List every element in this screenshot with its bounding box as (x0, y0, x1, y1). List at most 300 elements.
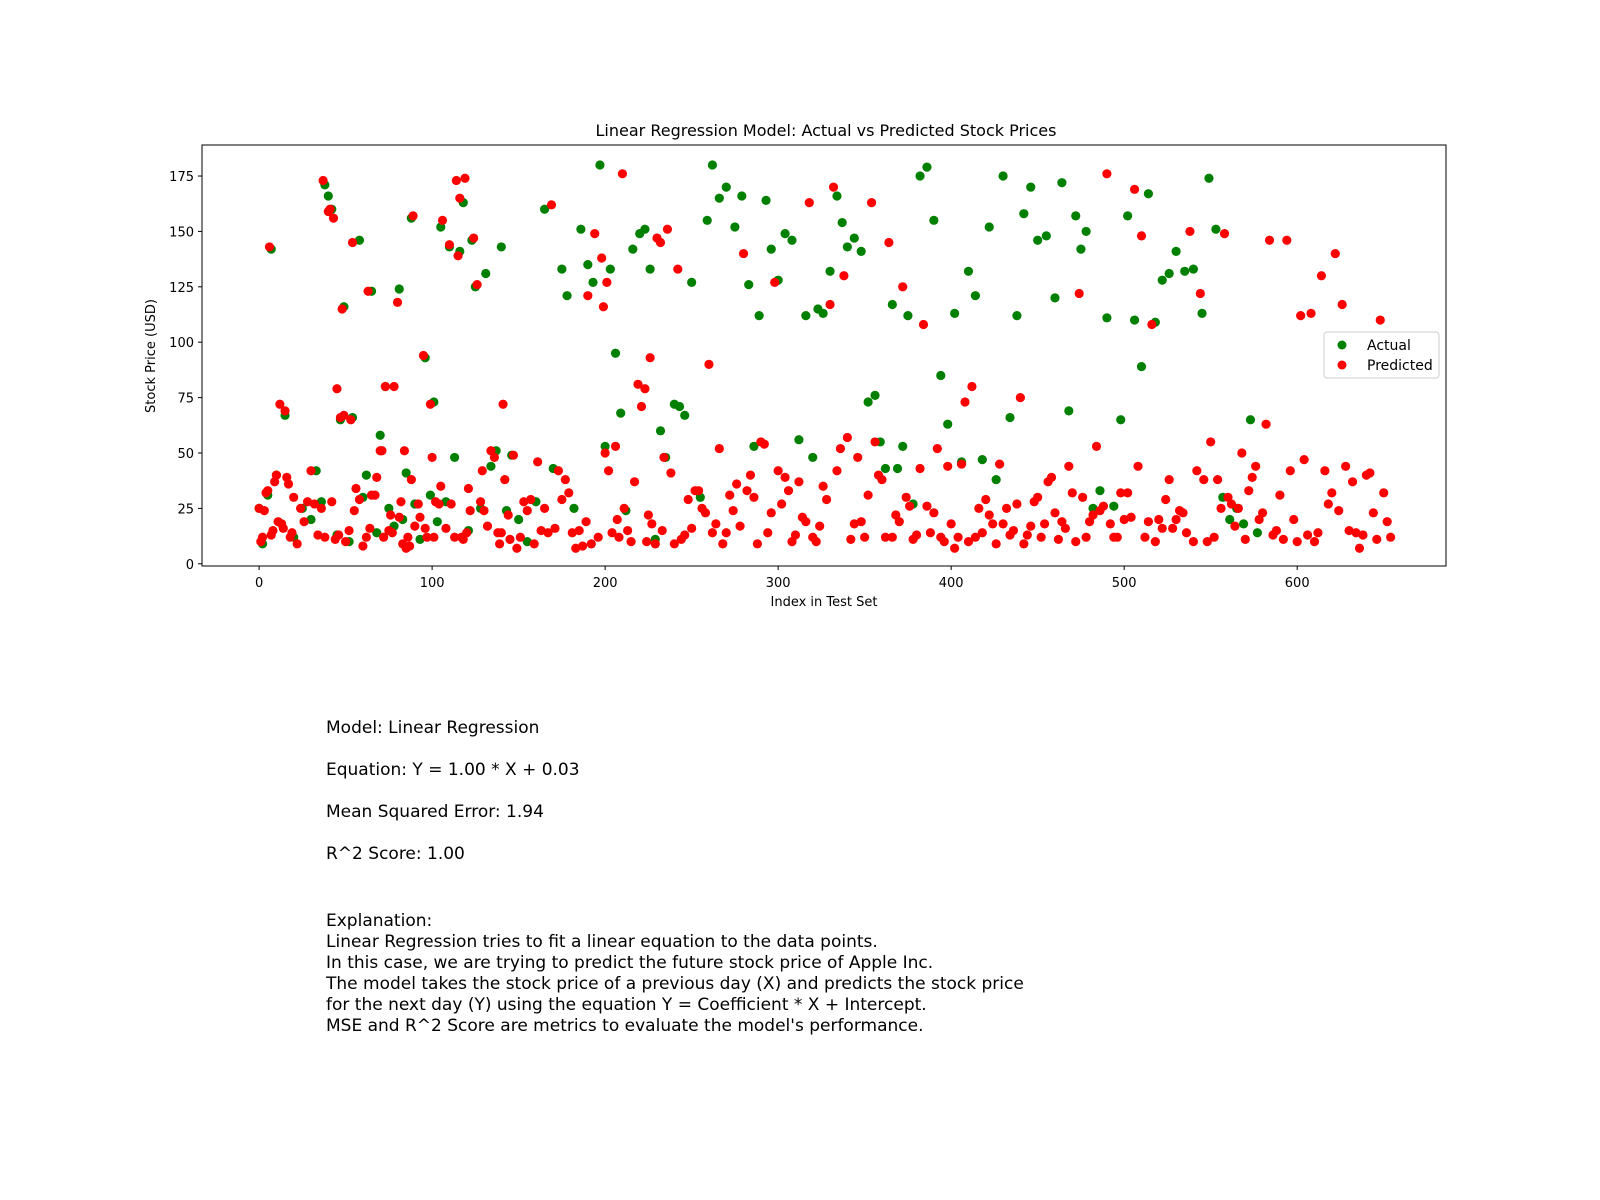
actual-point (1171, 247, 1180, 256)
predicted-point (620, 504, 629, 513)
predicted-point (272, 471, 281, 480)
legend-marker-actual (1338, 341, 1347, 350)
predicted-point (829, 183, 838, 192)
actual-point (1064, 406, 1073, 415)
predicted-point (1334, 506, 1343, 515)
predicted-point (1050, 508, 1059, 517)
predicted-point (1123, 488, 1132, 497)
predicted-point (296, 504, 305, 513)
actual-point (755, 311, 764, 320)
predicted-point (479, 506, 488, 515)
predicted-point (462, 528, 471, 537)
predicted-point (1140, 533, 1149, 542)
actual-point (767, 245, 776, 254)
mse-text: Mean Squared Error: 1.94 (326, 802, 544, 822)
actual-point (761, 196, 770, 205)
actual-point (395, 284, 404, 293)
predicted-point (1019, 539, 1028, 548)
predicted-point (1372, 535, 1381, 544)
actual-point (730, 222, 739, 231)
actual-point (1137, 362, 1146, 371)
predicted-point (805, 198, 814, 207)
y-tick-label: 25 (177, 502, 194, 518)
actual-point (801, 311, 810, 320)
predicted-point (739, 249, 748, 258)
predicted-point (623, 526, 632, 535)
predicted-point (1210, 533, 1219, 542)
legend-marker-predicted (1338, 361, 1347, 370)
predicted-point (701, 508, 710, 517)
predicted-point (729, 506, 738, 515)
predicted-point (410, 522, 419, 531)
predicted-point (950, 544, 959, 553)
predicted-point (466, 506, 475, 515)
actual-point (324, 191, 333, 200)
predicted-point (1310, 537, 1319, 546)
predicted-point (658, 526, 667, 535)
y-tick-label: 125 (169, 280, 194, 296)
predicted-point (822, 495, 831, 504)
predicted-point (327, 497, 336, 506)
predicted-point (1338, 300, 1347, 309)
predicted-point (711, 519, 720, 528)
predicted-point (888, 533, 897, 542)
predicted-point (268, 526, 277, 535)
predicted-point (715, 444, 724, 453)
predicted-point (1047, 473, 1056, 482)
predicted-point (540, 504, 549, 513)
predicted-point (325, 205, 334, 214)
predicted-point (791, 530, 800, 539)
actual-point (1197, 309, 1206, 318)
actual-point (819, 309, 828, 318)
predicted-point (1075, 289, 1084, 298)
actual-point (640, 225, 649, 234)
predicted-point (258, 533, 267, 542)
predicted-point (1192, 466, 1201, 475)
predicted-point (372, 473, 381, 482)
predicted-point (265, 242, 274, 251)
actual-point (562, 291, 571, 300)
actual-point (486, 462, 495, 471)
predicted-point (604, 466, 613, 475)
predicted-point (1106, 519, 1115, 528)
predicted-point (533, 457, 542, 466)
predicted-point (472, 280, 481, 289)
actual-point (1246, 415, 1255, 424)
predicted-point (1037, 533, 1046, 542)
predicted-point (1127, 513, 1136, 522)
predicted-point (350, 506, 359, 515)
predicted-point (1130, 185, 1139, 194)
predicted-point (780, 473, 789, 482)
actual-point (838, 218, 847, 227)
predicted-point (351, 484, 360, 493)
predicted-point (926, 528, 935, 537)
predicted-point (995, 459, 1004, 468)
predicted-point (497, 528, 506, 537)
predicted-point (988, 519, 997, 528)
predicted-point (1220, 229, 1229, 238)
predicted-point (582, 517, 591, 526)
actual-point (1019, 209, 1028, 218)
r2-score-text: R^2 Score: 1.00 (326, 844, 465, 864)
actual-point (915, 171, 924, 180)
predicted-point (877, 475, 886, 484)
predicted-point (1033, 493, 1042, 502)
predicted-point (495, 539, 504, 548)
y-tick-label: 150 (169, 225, 194, 241)
actual-point (832, 191, 841, 200)
predicted-point (1241, 535, 1250, 544)
predicted-point (464, 484, 473, 493)
actual-point (362, 471, 371, 480)
predicted-point (561, 475, 570, 484)
predicted-point (1327, 488, 1336, 497)
actual-point (971, 291, 980, 300)
predicted-point (509, 451, 518, 460)
predicted-point (1071, 537, 1080, 546)
x-tick-label: 300 (765, 576, 791, 591)
predicted-point (516, 533, 525, 542)
model-name-text: Model: Linear Regression (326, 718, 540, 738)
predicted-point (884, 238, 893, 247)
actual-point (843, 242, 852, 251)
predicted-point (680, 530, 689, 539)
predicted-point (815, 522, 824, 531)
predicted-point (1279, 535, 1288, 544)
predicted-point (974, 504, 983, 513)
predicted-point (1244, 486, 1253, 495)
predicted-point (943, 462, 952, 471)
predicted-point (929, 508, 938, 517)
predicted-point (895, 517, 904, 526)
predicted-point (722, 528, 731, 537)
predicted-point (1158, 524, 1167, 533)
predicted-point (317, 504, 326, 513)
predicted-point (554, 466, 563, 475)
predicted-point (426, 400, 435, 409)
predicted-point (279, 524, 288, 533)
predicted-point (618, 169, 627, 178)
predicted-point (460, 174, 469, 183)
predicted-point (656, 238, 665, 247)
predicted-point (1258, 508, 1267, 517)
actual-point (888, 300, 897, 309)
actual-point (1130, 315, 1139, 324)
actual-point (450, 453, 459, 462)
actual-point (985, 222, 994, 231)
predicted-point (1369, 508, 1378, 517)
x-tick-label: 0 (254, 576, 264, 591)
predicted-point (1230, 522, 1239, 531)
predicted-point (867, 198, 876, 207)
predicted-point (694, 486, 703, 495)
predicted-point (992, 539, 1001, 548)
predicted-point (421, 524, 430, 533)
predicted-point (469, 233, 478, 242)
predicted-point (1286, 466, 1295, 475)
actual-point (1071, 211, 1080, 220)
x-tick-label: 400 (938, 576, 964, 591)
predicted-point (1078, 493, 1087, 502)
predicted-point (666, 468, 675, 477)
predicted-point (405, 541, 414, 550)
actual-point (646, 264, 655, 273)
actual-point (1189, 264, 1198, 273)
predicted-point (363, 287, 372, 296)
predicted-point (476, 497, 485, 506)
predicted-point (967, 382, 976, 391)
actual-point (1158, 276, 1167, 285)
predicted-point (1358, 530, 1367, 539)
predicted-point (1054, 535, 1063, 544)
predicted-point (1272, 526, 1281, 535)
predicted-point (663, 225, 672, 234)
predicted-point (306, 466, 315, 475)
predicted-point (777, 499, 786, 508)
actual-point (708, 160, 717, 169)
actual-point (1144, 189, 1153, 198)
predicted-point (708, 528, 717, 537)
predicted-point (843, 433, 852, 442)
predicted-point (732, 479, 741, 488)
explanation-line: Linear Regression tries to fit a linear equation to the data points. (326, 932, 878, 952)
actual-point (1253, 528, 1262, 537)
actual-point (825, 267, 834, 276)
predicted-point (767, 508, 776, 517)
predicted-point (1026, 522, 1035, 531)
predicted-point (812, 537, 821, 546)
predicted-point (1092, 442, 1101, 451)
predicted-point (1275, 490, 1284, 499)
x-tick-label: 200 (592, 576, 618, 591)
actual-point (1123, 211, 1132, 220)
predicted-point (1165, 475, 1174, 484)
predicted-point (630, 477, 639, 486)
actual-point (1204, 174, 1213, 183)
predicted-point (1237, 448, 1246, 457)
actual-point (1042, 231, 1051, 240)
predicted-point (640, 384, 649, 393)
equation-text: Equation: Y = 1.00 * X + 0.03 (326, 760, 580, 780)
predicted-point (381, 382, 390, 391)
actual-point (557, 264, 566, 273)
actual-point (687, 278, 696, 287)
predicted-point (344, 526, 353, 535)
y-tick-label: 100 (169, 336, 194, 352)
predicted-point (902, 493, 911, 502)
actual-point (898, 442, 907, 451)
predicted-point (1137, 231, 1146, 240)
predicted-point (280, 406, 289, 415)
predicted-point (753, 539, 762, 548)
actual-point (922, 163, 931, 172)
predicted-point (794, 477, 803, 486)
predicted-point (1082, 533, 1091, 542)
explanation-line: for the next day (Y) using the equation Y = Coefficient * X + Intercept. (326, 995, 927, 1015)
actual-point (1109, 502, 1118, 511)
legend-label-predicted: Predicted (1367, 358, 1433, 374)
y-tick-label: 0 (185, 557, 194, 573)
predicted-point (684, 495, 693, 504)
predicted-point (915, 464, 924, 473)
predicted-point (978, 528, 987, 537)
predicted-point (857, 517, 866, 526)
predicted-point (428, 453, 437, 462)
predicted-point (860, 533, 869, 542)
predicted-point (429, 533, 438, 542)
predicted-point (1168, 524, 1177, 533)
predicted-point (1331, 249, 1340, 258)
predicted-point (575, 526, 584, 535)
predicted-point (526, 495, 535, 504)
actual-point (583, 260, 592, 269)
predicted-point (1185, 227, 1194, 236)
predicted-point (1383, 517, 1392, 526)
predicted-point (1300, 455, 1309, 464)
predicted-point (1012, 499, 1021, 508)
predicted-point (1171, 515, 1180, 524)
predicted-point (341, 537, 350, 546)
y-axis-label: Stock Price (USD) (144, 299, 159, 413)
predicted-point (933, 444, 942, 453)
predicted-point (637, 402, 646, 411)
actual-point (376, 431, 385, 440)
predicted-point (478, 466, 487, 475)
actual-point (1082, 227, 1091, 236)
actual-point (857, 247, 866, 256)
predicted-point (647, 519, 656, 528)
predicted-point (725, 490, 734, 499)
actual-point (794, 435, 803, 444)
predicted-point (1341, 462, 1350, 471)
predicted-point (613, 515, 622, 524)
actual-point (903, 311, 912, 320)
predicted-point (377, 446, 386, 455)
predicted-point (1206, 437, 1215, 446)
predicted-point (1178, 508, 1187, 517)
predicted-point (912, 530, 921, 539)
actual-point (1116, 415, 1125, 424)
actual-point (1050, 293, 1059, 302)
predicted-point (846, 535, 855, 544)
predicted-point (1296, 311, 1305, 320)
actual-point (1165, 269, 1174, 278)
predicted-point (445, 240, 454, 249)
actual-point (737, 191, 746, 200)
predicted-point (602, 278, 611, 287)
predicted-point (504, 510, 513, 519)
predicted-point (334, 530, 343, 539)
predicted-point (1009, 526, 1018, 535)
x-axis-label: Index in Test Set (770, 595, 878, 610)
predicted-point (919, 320, 928, 329)
predicted-point (1161, 495, 1170, 504)
actual-point (881, 464, 890, 473)
predicted-point (415, 513, 424, 522)
actual-point (611, 349, 620, 358)
predicted-point (346, 415, 355, 424)
actual-point (569, 504, 578, 513)
predicted-point (452, 176, 461, 185)
predicted-point (1324, 499, 1333, 508)
predicted-point (590, 229, 599, 238)
predicted-point (505, 535, 514, 544)
predicted-point (358, 541, 367, 550)
predicted-point (393, 298, 402, 307)
actual-point (703, 216, 712, 225)
predicted-point (1234, 504, 1243, 513)
predicted-point (819, 482, 828, 491)
actual-point (780, 229, 789, 238)
explanation-line: In this case, we are trying to predict the future stock price of Apple Inc. (326, 953, 934, 973)
predicted-point (547, 200, 556, 209)
predicted-point (1265, 236, 1274, 245)
actual-point (656, 426, 665, 435)
predicted-point (853, 453, 862, 462)
predicted-point (953, 533, 962, 542)
predicted-point (947, 519, 956, 528)
actual-point (675, 402, 684, 411)
predicted-point (438, 216, 447, 225)
predicted-point (735, 522, 744, 531)
predicted-point (960, 397, 969, 406)
predicted-point (319, 176, 328, 185)
predicted-point (396, 497, 405, 506)
actual-point (1095, 486, 1104, 495)
predicted-point (1099, 502, 1108, 511)
predicted-point (760, 440, 769, 449)
explanation-heading: Explanation: (326, 911, 433, 931)
predicted-point (332, 384, 341, 393)
legend (1324, 332, 1439, 378)
predicted-point (1282, 236, 1291, 245)
predicted-point (1061, 524, 1070, 533)
actual-point (606, 264, 615, 273)
actual-point (628, 245, 637, 254)
predicted-point (687, 524, 696, 533)
predicted-point (530, 539, 539, 548)
predicted-point (403, 533, 412, 542)
actual-point (943, 420, 952, 429)
predicted-point (1379, 488, 1388, 497)
actual-point (936, 371, 945, 380)
predicted-point (1355, 544, 1364, 553)
predicted-point (673, 264, 682, 273)
predicted-point (583, 291, 592, 300)
predicted-point (386, 510, 395, 519)
actual-point (964, 267, 973, 276)
predicted-point (370, 490, 379, 499)
predicted-point (784, 486, 793, 495)
y-tick-label: 75 (177, 391, 194, 407)
predicted-point (1248, 473, 1257, 482)
predicted-point (1199, 475, 1208, 484)
predicted-point (644, 510, 653, 519)
actual-point (787, 236, 796, 245)
actual-point (616, 409, 625, 418)
predicted-point (746, 471, 755, 480)
actual-point (950, 309, 959, 318)
actual-point (1033, 236, 1042, 245)
predicted-point (611, 442, 620, 451)
actual-point (1076, 245, 1085, 254)
actual-point (998, 171, 1007, 180)
predicted-point (414, 499, 423, 508)
predicted-point (599, 302, 608, 311)
predicted-point (940, 537, 949, 546)
